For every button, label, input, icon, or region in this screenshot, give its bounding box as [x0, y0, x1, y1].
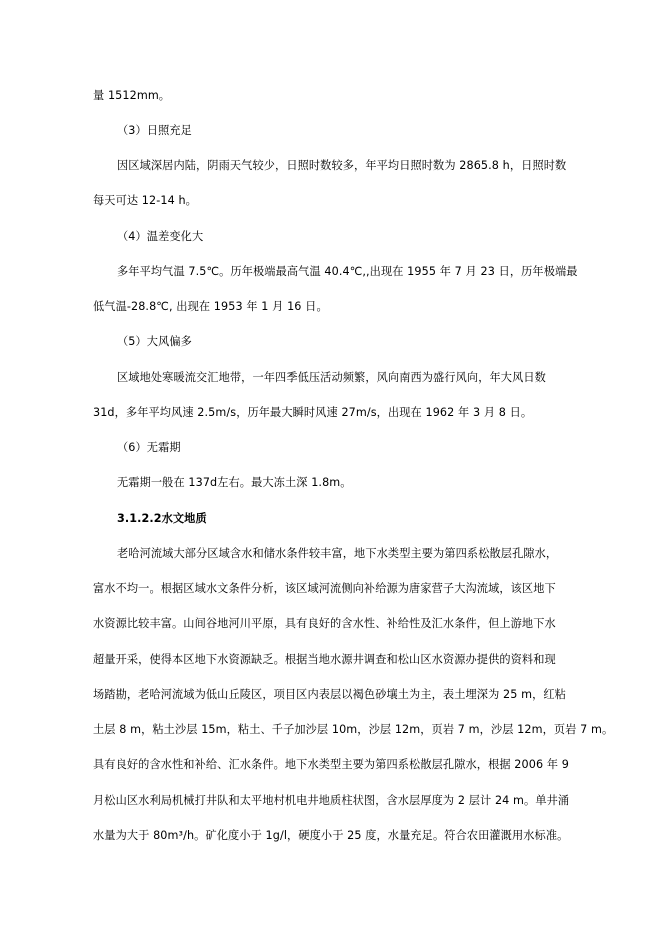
paragraph-line: 因区域深居内陆，阴雨天气较少，日照时数较多，年平均日照时数为 2865.8 h，日照时数: [117, 159, 567, 172]
paragraph-line: 多年平均气温 7.5℃。历年极端最高气温 40.4℃,,出现在 1955 年 7 月 23 日，历年极端最: [117, 265, 578, 278]
paragraph-line: 每天可达 12-14 h。: [93, 194, 197, 207]
paragraph-line: 富水不均一。根据区域水文条件分析，该区域河流侧向补给源为唐家营子大沟流域，该区地下: [93, 582, 556, 595]
paragraph-line: 量 1512mm。: [93, 89, 171, 102]
paragraph-line: 土层 8 m，粘土沙层 15m，粘土、千子加沙层 10m，沙层 12m，页岩 7 m，沙层 12m，页岩 7 m。: [93, 723, 614, 736]
paragraph-line: 低气温-28.8℃, 出现在 1953 年 1 月 16 日。: [93, 300, 328, 313]
section-heading: （3）日照充足: [117, 124, 192, 137]
subsection-title: 3.1.2.2水文地质: [117, 512, 207, 525]
paragraph-line: 水资源比较丰富。山间谷地河川平原，具有良好的含水性、补给性及汇水条件，但上游地下水: [93, 617, 556, 630]
paragraph-line: 老哈河流域大部分区域含水和储水条件较丰富，地下水类型主要为第四系松散层孔隙水，: [117, 547, 558, 560]
paragraph-line: 超量开采，使得本区地下水资源缺乏。根据当地水源井调查和松山区水资源办提供的资料和现: [93, 653, 556, 666]
section-heading: （5）大风偏多: [117, 335, 192, 348]
section-heading: （4）温差变化大: [117, 230, 204, 243]
paragraph-line: 无霜期一般在 137d左右。最大冻土深 1.8m。: [117, 476, 352, 489]
paragraph-line: 水量为大于 80m³/h。矿化度小于 1g/l，硬度小于 25 度，水量充足。符合农田灌溉用水标准。: [93, 829, 569, 842]
section-heading: （6）无霜期: [117, 441, 181, 454]
paragraph-line: 31d，多年平均风速 2.5m/s，历年最大瞬时风速 27m/s，出现在 1962 年 3 月 8 日。: [93, 406, 533, 419]
paragraph-line: 区域地处寒暖流交汇地带，一年四季低压活动频繁，风向南西为盛行风向，年大风日数: [117, 371, 546, 384]
paragraph-line: 月松山区水利局机械打井队和太平地村机电井地质柱状图，含水层厚度为 2 层计 24 m。单井涌: [93, 794, 570, 807]
paragraph-line: 场踏勘，老哈河流域为低山丘陵区，项目区内表层以褐色砂壤土为主，表土埋深为 25 m，红粘: [93, 688, 566, 701]
paragraph-line: 具有良好的含水性和补给、汇水条件。地下水类型主要为第四系松散层孔隙水，根据 2006 年 9: [93, 758, 569, 771]
